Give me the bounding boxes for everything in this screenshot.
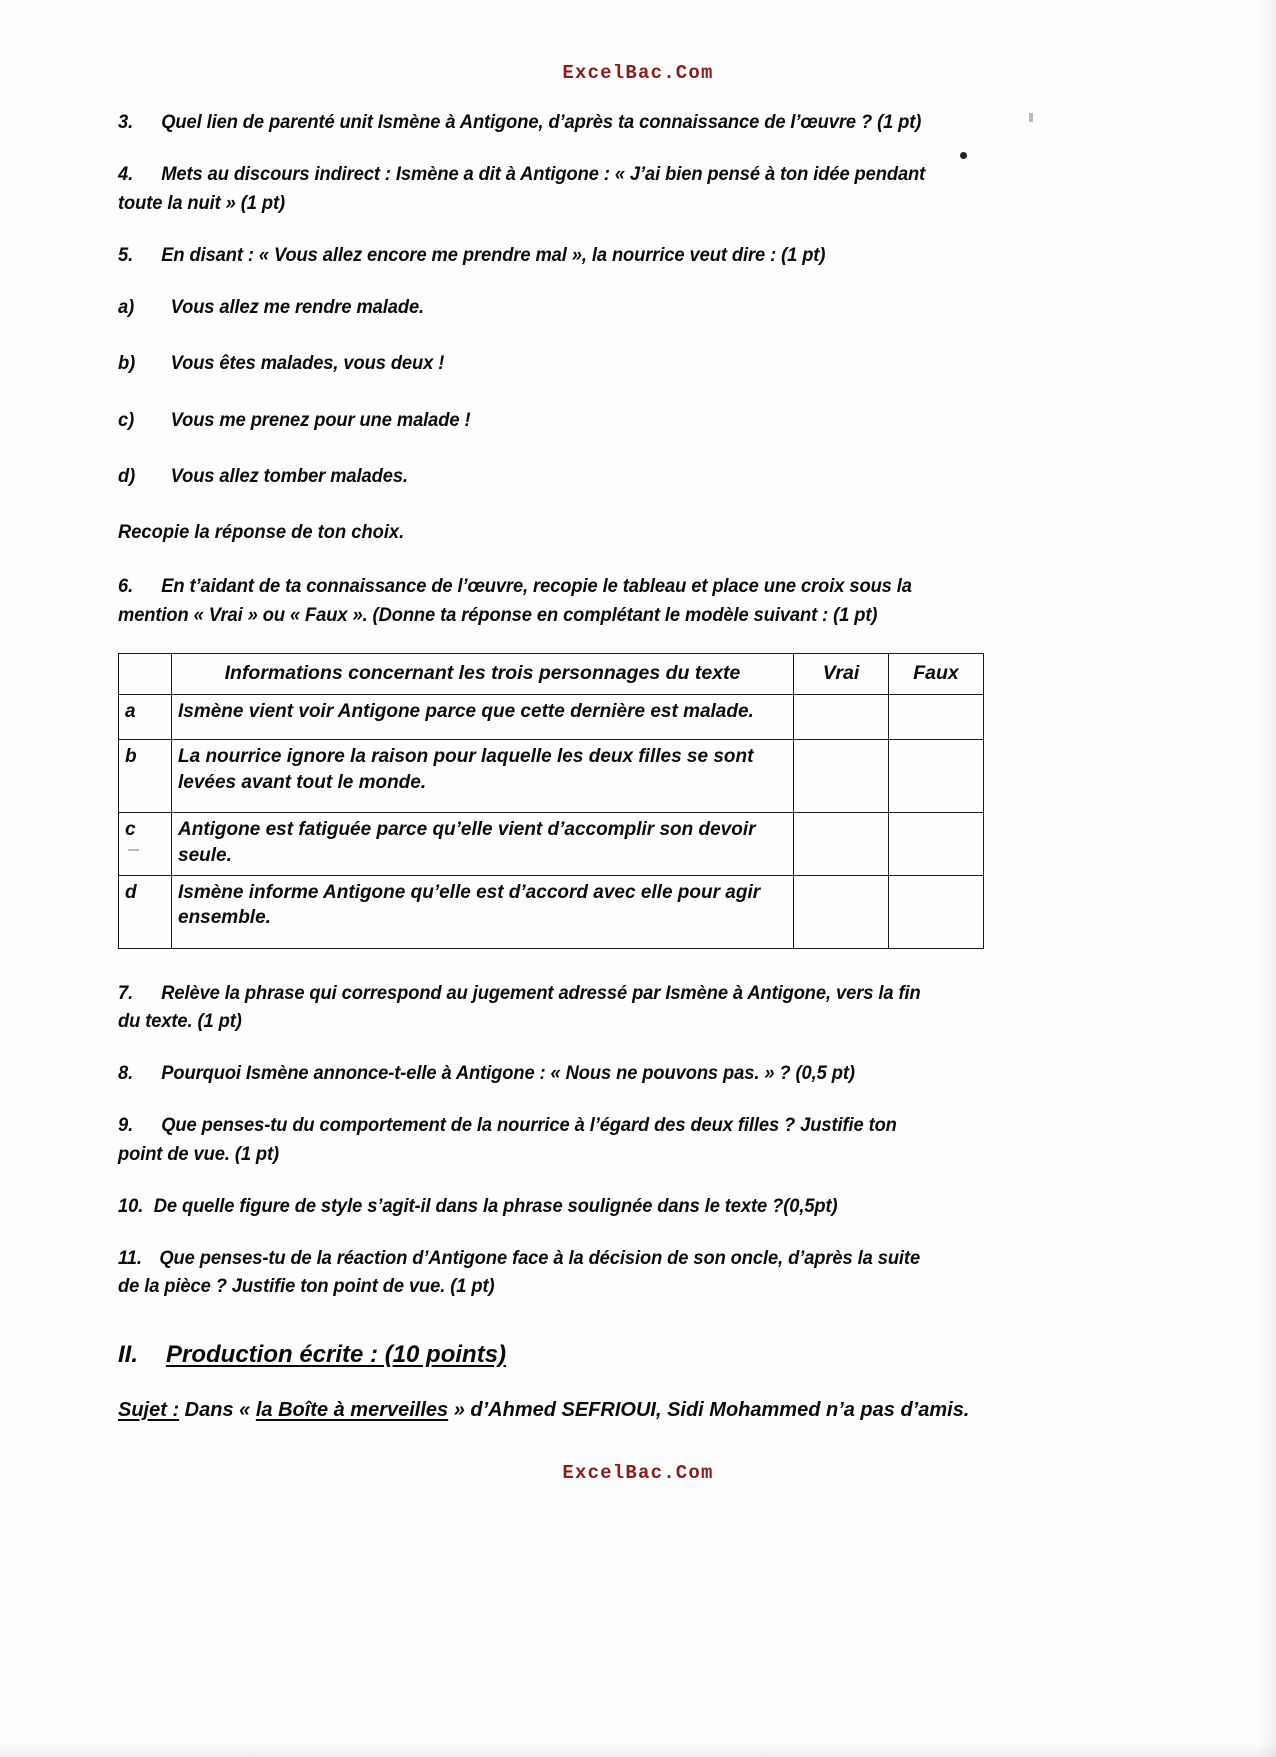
- scan-edge-shadow-right: [1258, 0, 1276, 1757]
- table-row-key: c: [119, 813, 172, 875]
- table-header-row: [119, 653, 984, 694]
- table-cell-faux[interactable]: [889, 813, 984, 875]
- question-11-text: Que penses-tu de la réaction d’Antigone face à la décision de son oncle, d’après la suite de la pièce ? Justifie ton point de vue. (1 pt): [118, 1247, 921, 1298]
- question-3-number: 3.: [118, 111, 134, 133]
- option-c-text: Vous me prenez pour une malade !: [170, 408, 471, 431]
- question-10-text: De quelle figure de style s’agit-il dans la phrase soulignée dans le texte ?(0,5pt): [153, 1194, 838, 1217]
- question-7: [118, 979, 938, 1036]
- subject-after: » d’Ahmed SEFRIOUI, Sidi Mohammed n’a pas d’amis.: [448, 1398, 970, 1421]
- question-8: [118, 1059, 938, 1087]
- site-header: ExcelBac.Com: [562, 62, 714, 84]
- question-7-text: Relève la phrase qui correspond au jugement adressé par Ismène à Antigone, vers la fin du texte. (1 pt): [118, 981, 921, 1032]
- subject-line: [118, 1399, 990, 1422]
- table-cell-vrai[interactable]: [794, 695, 889, 740]
- option-b: [118, 349, 938, 377]
- question-8-number: 8.: [118, 1062, 134, 1085]
- section-roman-numeral: II.: [118, 1340, 139, 1368]
- option-d-text: Vous allez tomber malades.: [170, 464, 408, 487]
- table-row-key: d: [119, 875, 172, 948]
- option-b-text: Vous êtes malades, vous deux !: [170, 352, 445, 375]
- option-c: [118, 406, 938, 434]
- question-9-number: 9.: [118, 1114, 134, 1137]
- table-cell-faux[interactable]: [889, 875, 984, 948]
- document-content: [118, 108, 990, 1422]
- section-title: Production écrite : (10 points): [166, 1340, 507, 1368]
- table-header-faux: Faux: [889, 653, 984, 694]
- site-footer: ExcelBac.Com: [562, 1462, 714, 1484]
- question-5-number: 5.: [118, 243, 134, 266]
- question-9-text: Que penses-tu du comportement de la nourrice à l’égard des deux filles ? Justifie ton point de vue. (1 pt): [118, 1114, 897, 1165]
- table-row-statement: Ismène informe Antigone qu’elle est d’accord avec elle pour agir ensemble.: [172, 875, 794, 948]
- table-cell-faux[interactable]: [889, 695, 984, 740]
- question-10-number: 10.: [118, 1194, 144, 1217]
- table-row: [119, 695, 984, 740]
- question-9: [118, 1111, 938, 1168]
- table-row: [119, 740, 984, 813]
- table-row-key: a: [119, 695, 172, 740]
- question-7-number: 7.: [118, 981, 134, 1004]
- table-cell-faux[interactable]: [889, 740, 984, 813]
- section-production-ecrite: [118, 1341, 990, 1369]
- table-row-statement: Ismène vient voir Antigone parce que cette dernière est malade.: [172, 695, 794, 740]
- option-a-text: Vous allez me rendre malade.: [170, 296, 425, 319]
- question-6-number: 6.: [118, 575, 134, 598]
- question-3: [118, 108, 938, 136]
- subject-before: Dans «: [179, 1398, 256, 1421]
- question-4: [118, 160, 938, 217]
- option-d-key: d): [118, 464, 136, 487]
- table-row: [119, 875, 984, 948]
- option-c-key: c): [118, 408, 135, 431]
- question-11: [118, 1244, 938, 1301]
- table-cell-vrai[interactable]: [794, 813, 889, 875]
- question-5: [118, 241, 938, 269]
- scan-edge-shadow-bottom: [0, 1743, 1276, 1757]
- question-6: [118, 572, 938, 629]
- subject-label: Sujet :: [118, 1398, 180, 1421]
- option-a: [118, 293, 938, 321]
- question-6-text: En t’aidant de ta connaissance de l’œuvre, recopie le tableau et place une croix sous la mention « Vrai » ou « Faux ». (Donne ta réponse en complétant le modèle suivant : (1 pt): [118, 575, 912, 626]
- table-row-key: b: [119, 740, 172, 813]
- table-header-vrai: Vrai: [794, 653, 889, 694]
- question-11-number: 11.: [118, 1247, 142, 1270]
- table-row: [119, 813, 984, 875]
- option-d: [118, 462, 938, 490]
- question-4-number: 4.: [118, 163, 134, 186]
- question-4-text: Mets au discours indirect : Ismène a dit à Antigone : « J’ai bien pensé à ton idée pendant toute la nuit » (1 pt): [118, 163, 926, 214]
- question-3-text: Quel lien de parenté unit Ismène à Antigone, d’après ta connaissance de l’œuvre ? (1 pt): [161, 111, 922, 133]
- table-header-key: [119, 653, 172, 694]
- answer-instruction: Recopie la réponse de ton choix.: [118, 521, 405, 544]
- question-10: [118, 1192, 938, 1220]
- table-header-statement: Informations concernant les trois personnages du texte: [172, 653, 794, 694]
- question-5-text: En disant : « Vous allez encore me prendre mal », la nourrice veut dire : (1 pt): [161, 243, 826, 266]
- table-cell-vrai[interactable]: [794, 875, 889, 948]
- table-row-statement: La nourrice ignore la raison pour laquelle les deux filles se sont levées avant tout le monde.: [172, 740, 794, 813]
- table-cell-vrai[interactable]: [794, 740, 889, 813]
- option-a-key: a): [118, 296, 135, 319]
- table-row-statement: Antigone est fatiguée parce qu’elle vient d’accomplir son devoir seule.: [172, 813, 794, 875]
- scan-artifact-tick: [1029, 113, 1033, 122]
- option-b-key: b): [118, 352, 136, 375]
- question-8-text: Pourquoi Ismène annonce-t-elle à Antigone : « Nous ne pouvons pas. » ? (0,5 pt): [161, 1062, 855, 1085]
- truth-table-wrapper: [118, 653, 984, 949]
- truth-table: [118, 653, 984, 949]
- subject-work-title: la Boîte à merveilles: [255, 1398, 449, 1421]
